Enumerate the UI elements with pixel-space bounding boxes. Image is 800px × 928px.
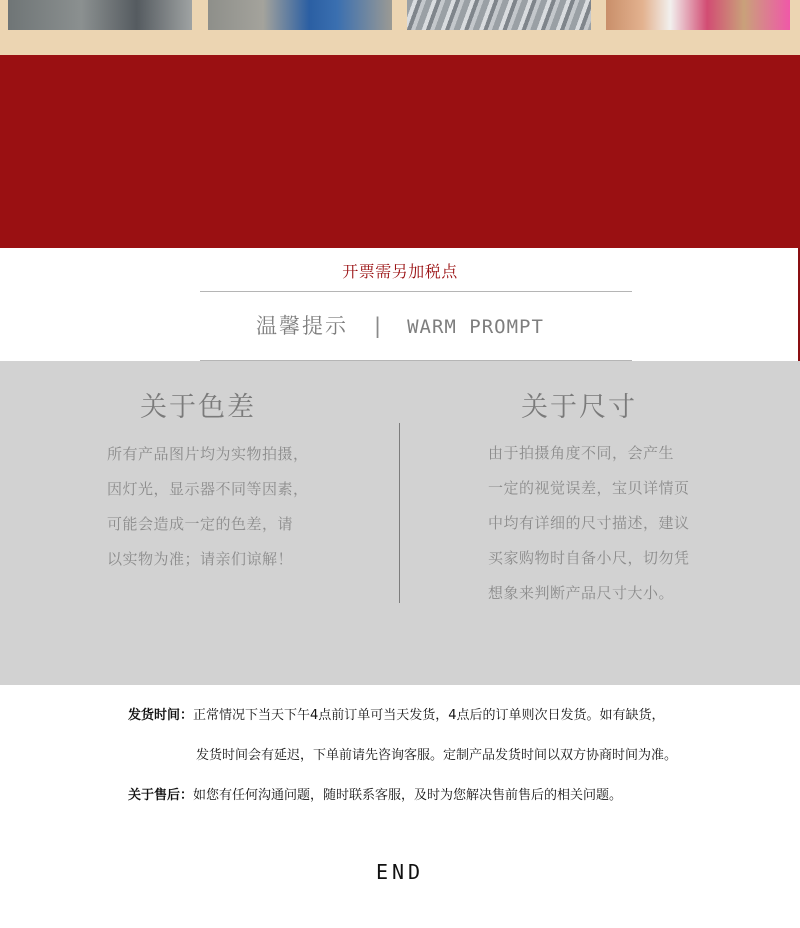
- factory-photo-3: [407, 0, 591, 30]
- factory-photo-1: [8, 0, 192, 30]
- red-banner: [0, 55, 800, 248]
- tips-title-cn: 温馨提示: [256, 314, 349, 338]
- shipping-note: [128, 706, 665, 726]
- color-line: 可能会造成一定的色差，请: [107, 515, 294, 533]
- size-section-title: 关于尺寸: [521, 392, 637, 423]
- shipping-note-continued: 发货时间会有延迟，下单前请先咨询客服。定制产品发货时间以双方协商时间为准。: [196, 748, 678, 763]
- tips-separator: |: [374, 314, 382, 338]
- tips-header: [0, 312, 800, 341]
- divider-top: [200, 291, 632, 292]
- shipping-text-1: 正常情况下当天下午4点前订单可当天发货，4点后的订单则次日发货。如有缺货，: [193, 708, 665, 723]
- invoice-note: 开票需另加税点: [342, 262, 458, 281]
- factory-photo-4: [606, 0, 790, 30]
- after-sales-note: [128, 786, 622, 806]
- tips-title-en: WARM PROMPT: [407, 316, 544, 338]
- shipping-label: 发货时间：: [128, 708, 194, 723]
- photo-strip: [0, 0, 800, 55]
- color-section-title: 关于色差: [140, 392, 256, 423]
- color-line: 因灯光，显示器不同等因素，: [107, 480, 309, 498]
- size-line: 想象来判断产品尺寸大小。: [488, 584, 675, 602]
- color-line: 所有产品图片均为实物拍摄，: [107, 445, 309, 463]
- after-sales-text: 如您有任何沟通问题，随时联系客服，及时为您解决售前售后的相关问题。: [193, 788, 623, 803]
- size-section-text: [488, 436, 690, 611]
- column-divider: [399, 423, 400, 603]
- end-mark: END: [375, 860, 425, 884]
- size-line: 中均有详细的尺寸描述，建议: [488, 514, 690, 532]
- size-line: 由于拍摄角度不同，会产生: [488, 444, 675, 462]
- size-line: 一定的视觉误差，宝贝详情页: [488, 479, 690, 497]
- after-sales-label: 关于售后：: [128, 788, 194, 803]
- tips-panel: [0, 361, 800, 685]
- color-line: 以实物为准；请亲们谅解！: [107, 550, 294, 568]
- factory-photo-2: [208, 0, 392, 30]
- size-line: 买家购物时自备小尺，切勿凭: [488, 549, 690, 567]
- color-section-text: [107, 437, 309, 577]
